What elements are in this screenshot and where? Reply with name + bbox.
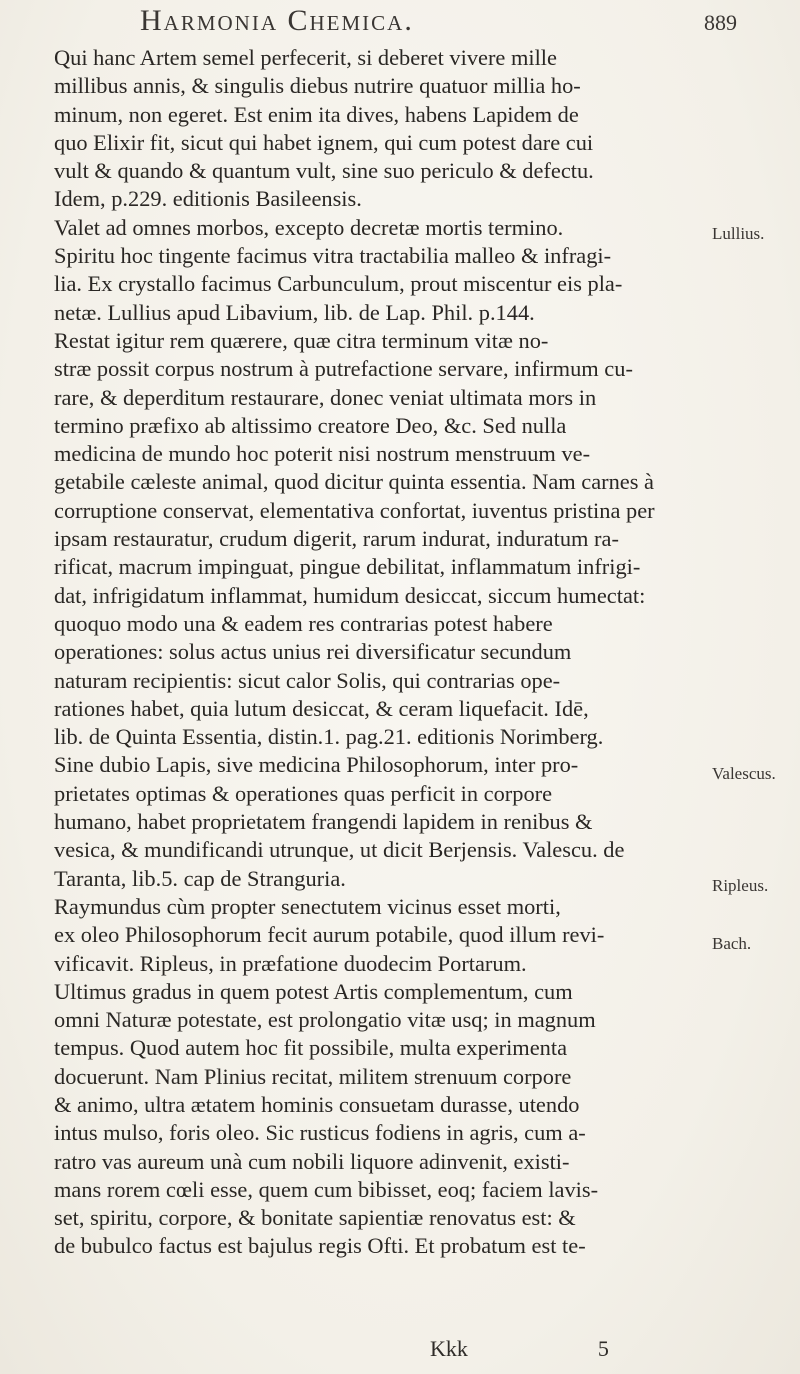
text-line: docuerunt. Nam Plinius recitat, militem strenuum corpore — [54, 1063, 572, 1089]
page-number: 889 — [704, 10, 737, 35]
text-line: Spiritu hoc tingente facimus vitra tractabilia malleo & infragi- — [54, 243, 612, 269]
text-line: prietates optimas & operationes quas perficit in corpore — [54, 780, 553, 806]
catchword: 5 — [597, 1336, 609, 1361]
text-line: termino præfixo ab altissimo creatore Deo, &c. Sed nulla — [54, 412, 567, 438]
text-line: Restat igitur rem quærere, quæ citra terminum vitæ no- — [54, 327, 549, 353]
text-line: millibus annis, & singulis diebus nutrire quatuor millia ho- — [54, 73, 581, 99]
text-line: stræ possit corpus nostrum à putrefactione servare, infirmum cu- — [54, 356, 633, 382]
text-line: rationes habet, quia lutum desiccat, & ceram liquefacit. Idē, — [54, 695, 589, 721]
text-line: Sine dubio Lapis, sive medicina Philosophorum, inter pro- — [54, 752, 579, 778]
text-line: tempus. Quod autem hoc fit possibile, multa experimenta — [54, 1035, 568, 1061]
text-line: quo Elixir fit, sicut qui habet ignem, qui cum potest dare cui — [54, 129, 594, 155]
text-line: rare, & deperditum restaurare, donec veniat ultimata mors in — [54, 384, 597, 410]
text-line: vificavit. Ripleus, in præfatione duodecim Portarum. — [54, 950, 527, 976]
text-line: medicina de mundo hoc poterit nisi nostrum menstruum ve- — [54, 441, 591, 467]
text-line: omni Naturæ potestate, est prolongatio vitæ usq; in magnum — [54, 1007, 596, 1033]
text-line: vesica, & mundificandi utrunque, ut dicit Berjensis. Valescu. de — [54, 837, 625, 863]
margin-note-valescus: Valescus. — [712, 764, 776, 783]
margin-note-bacho: Bach. — [712, 934, 752, 953]
text-line: mans rorem cœli esse, quem cum bibisset, eoq; faciem lavis- — [54, 1176, 599, 1202]
text-line: humano, habet proprietatem frangendi lapidem in renibus & — [54, 809, 593, 835]
text-line: ratro vas aureum unà cum nobili liquore adinvenit, existi- — [54, 1148, 570, 1174]
page-footer — [430, 1336, 609, 1362]
text-line: Raymundus cùm propter senectutem vicinus esset morti, — [54, 893, 561, 919]
text-line: Valet ad omnes morbos, excepto decretæ mortis termino. — [54, 214, 564, 240]
text-line: set, spiritu, corpore, & bonitate sapientiæ renovatus est: & — [54, 1205, 576, 1231]
text-line: getabile cæleste animal, quod dicitur quinta essentia. Nam carnes à — [54, 469, 654, 495]
text-line: corruptione conservat, elementativa confortat, iuventus pristina per — [54, 497, 655, 523]
text-line: lib. de Quinta Essentia, distin.1. pag.21. editionis Norimberg. — [54, 724, 604, 750]
text-line: intus mulso, foris oleo. Sic rusticus fodiens in agris, cum a- — [54, 1120, 586, 1146]
text-line: ex oleo Philosophorum fecit aurum potabile, quod illum revi- — [54, 922, 605, 948]
text-line: vult & quando & quantum vult, sine suo periculo & defectu. — [54, 158, 594, 184]
text-line: Taranta, lib.5. cap de Stranguria. — [54, 865, 346, 891]
running-title: Harmonia Chemica. — [140, 4, 414, 37]
text-line: dat, infrigidatum inflammat, humidum desiccat, siccum humectat: — [54, 582, 646, 608]
text-line: Ultimus gradus in quem potest Artis complementum, cum — [54, 978, 573, 1004]
text-line: quoquo modo una & eadem res contrarias potest habere — [54, 610, 553, 636]
text-line: lia. Ex crystallo facimus Carbunculum, prout miscentur eis pla- — [54, 271, 623, 297]
margin-note-lullius: Lullius. — [712, 224, 765, 243]
margin-note-ripleus: Ripleus. — [712, 876, 769, 895]
signature-mark: Kkk — [430, 1336, 468, 1361]
text-line: naturam recipientis: sicut calor Solis, qui contrarias ope- — [54, 667, 561, 693]
text-line: Qui hanc Artem semel perfecerit, si deberet vivere mille — [54, 45, 557, 70]
text-line: rificat, macrum impinguat, pingue debilitat, inflammatum infrigi- — [54, 554, 641, 580]
text-line: & animo, ultra ætatem hominis consuetam durasse, utendo — [54, 1091, 580, 1117]
text-line: netæ. Lullius apud Libavium, lib. de Lap. Phil. p.144. — [54, 299, 535, 325]
text-line: ipsam restauratur, crudum digerit, rarum indurat, induratum ra- — [54, 526, 619, 552]
body-text — [54, 44, 706, 1261]
text-line: minum, non egeret. Est enim ita dives, habens Lapidem de — [54, 101, 579, 127]
text-line: de bubulco factus est bajulus regis Ofti. Et probatum est te- — [54, 1233, 586, 1259]
text-line: Idem, p.229. editionis Basileensis. — [54, 186, 362, 212]
text-line: operationes: solus actus unius rei diversificatur secundum — [54, 639, 572, 665]
